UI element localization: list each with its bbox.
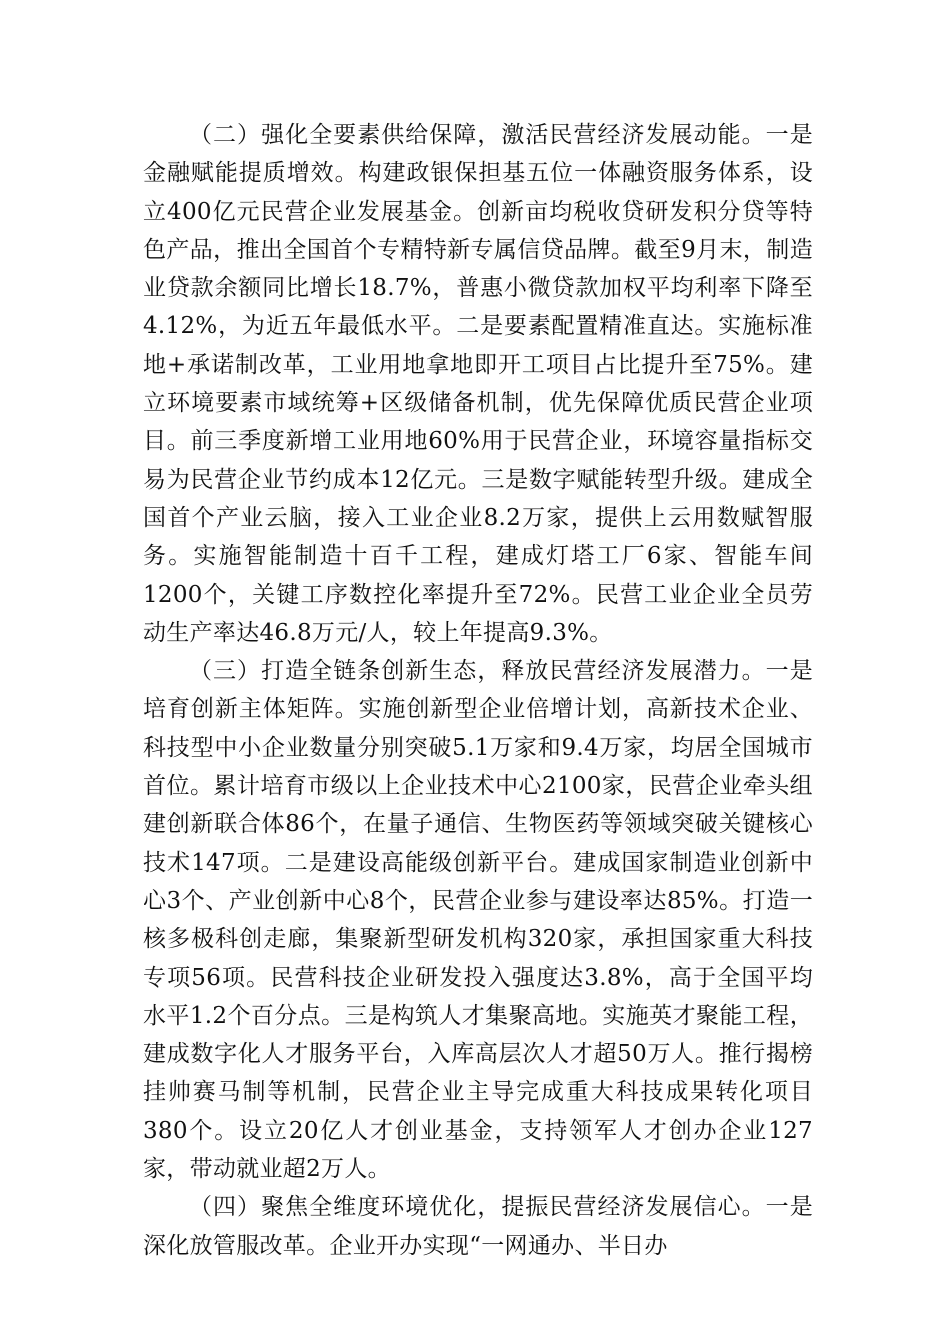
paragraph-innovation-ecosystem bbox=[143, 652, 813, 1188]
paragraph-text: 一是深化放管服改革。企业开办实现“一网通办、半日办 bbox=[143, 1194, 813, 1259]
section-heading: （四）聚焦全维度环境优化，提振民营经济发展信心。 bbox=[189, 1194, 766, 1221]
paragraph-text: 一是培育创新主体矩阵。实施创新型企业倍增计划，高新技术企业、科技型中小企业数量分别突破5.1万家和9.4万家，均居全国城市首位。累计培育市级以上企业技术中心2100家，民营企业牵头组建创新联合体86个，在量子通信、生物医药等领域突破关键核心技术147项。二是建设高能级创新平台。建成国家制造业创新中心3个、产业创新中心8个，民营企业参与建设率达85%。打造一核多极科创走廊，集聚新型研发机构320家，承担国家重大科技专项56项。民营科技企业研发投入强度达3.8%，高于全国平均水平1.2个百分点。三是构筑人才集聚高地。实施英才聚能工程，建成数字化人才服务平台，入库高层次人才超50万人。推行揭榜挂帅赛马制等机制，民营企业主导完成重大科技成果转化项目380个。设立20亿人才创业基金，支持领军人才创办企业127家，带动就业超2万人。 bbox=[143, 658, 813, 1183]
document-body bbox=[143, 116, 813, 1265]
paragraph-finance-support bbox=[143, 116, 813, 652]
section-heading: （二）强化全要素供给保障，激活民营经济发展动能。 bbox=[189, 122, 766, 148]
paragraph-environment-optimization bbox=[143, 1188, 813, 1265]
section-heading: （三）打造全链条创新生态，释放民营经济发展潜力。 bbox=[189, 658, 766, 685]
paragraph-text: 一是金融赋能提质增效。构建政银保担基五位一体融资服务体系，设立400亿元民营企业发展基金。创新亩均税收贷研发积分贷等特色产品，推出全国首个专精特新专属信贷品牌。截至9月末，制造业贷款余额同比增长18.7%，普惠小微贷款加权平均利率下降至4.12%，为近五年最低水平。二是要素配置精准直达。实施标准地+承诺制改革，工业用地拿地即开工项目占比提升至75%。建立环境要素市域统筹+区级储备机制，优先保障优质民营企业项目。前三季度新增工业用地60%用于民营企业，环境容量指标交易为民营企业节约成本12亿元。三是数字赋能转型升级。建成全国首个产业云脑，接入工业企业8.2万家，提供上云用数赋智服务。实施智能制造十百千工程，建成灯塔工厂6家、智能车间1200个，关键工序数控化率提升至72%。民营工业企业全员劳动生产率达46.8万元/人，较上年提高9.3%。 bbox=[143, 122, 813, 646]
